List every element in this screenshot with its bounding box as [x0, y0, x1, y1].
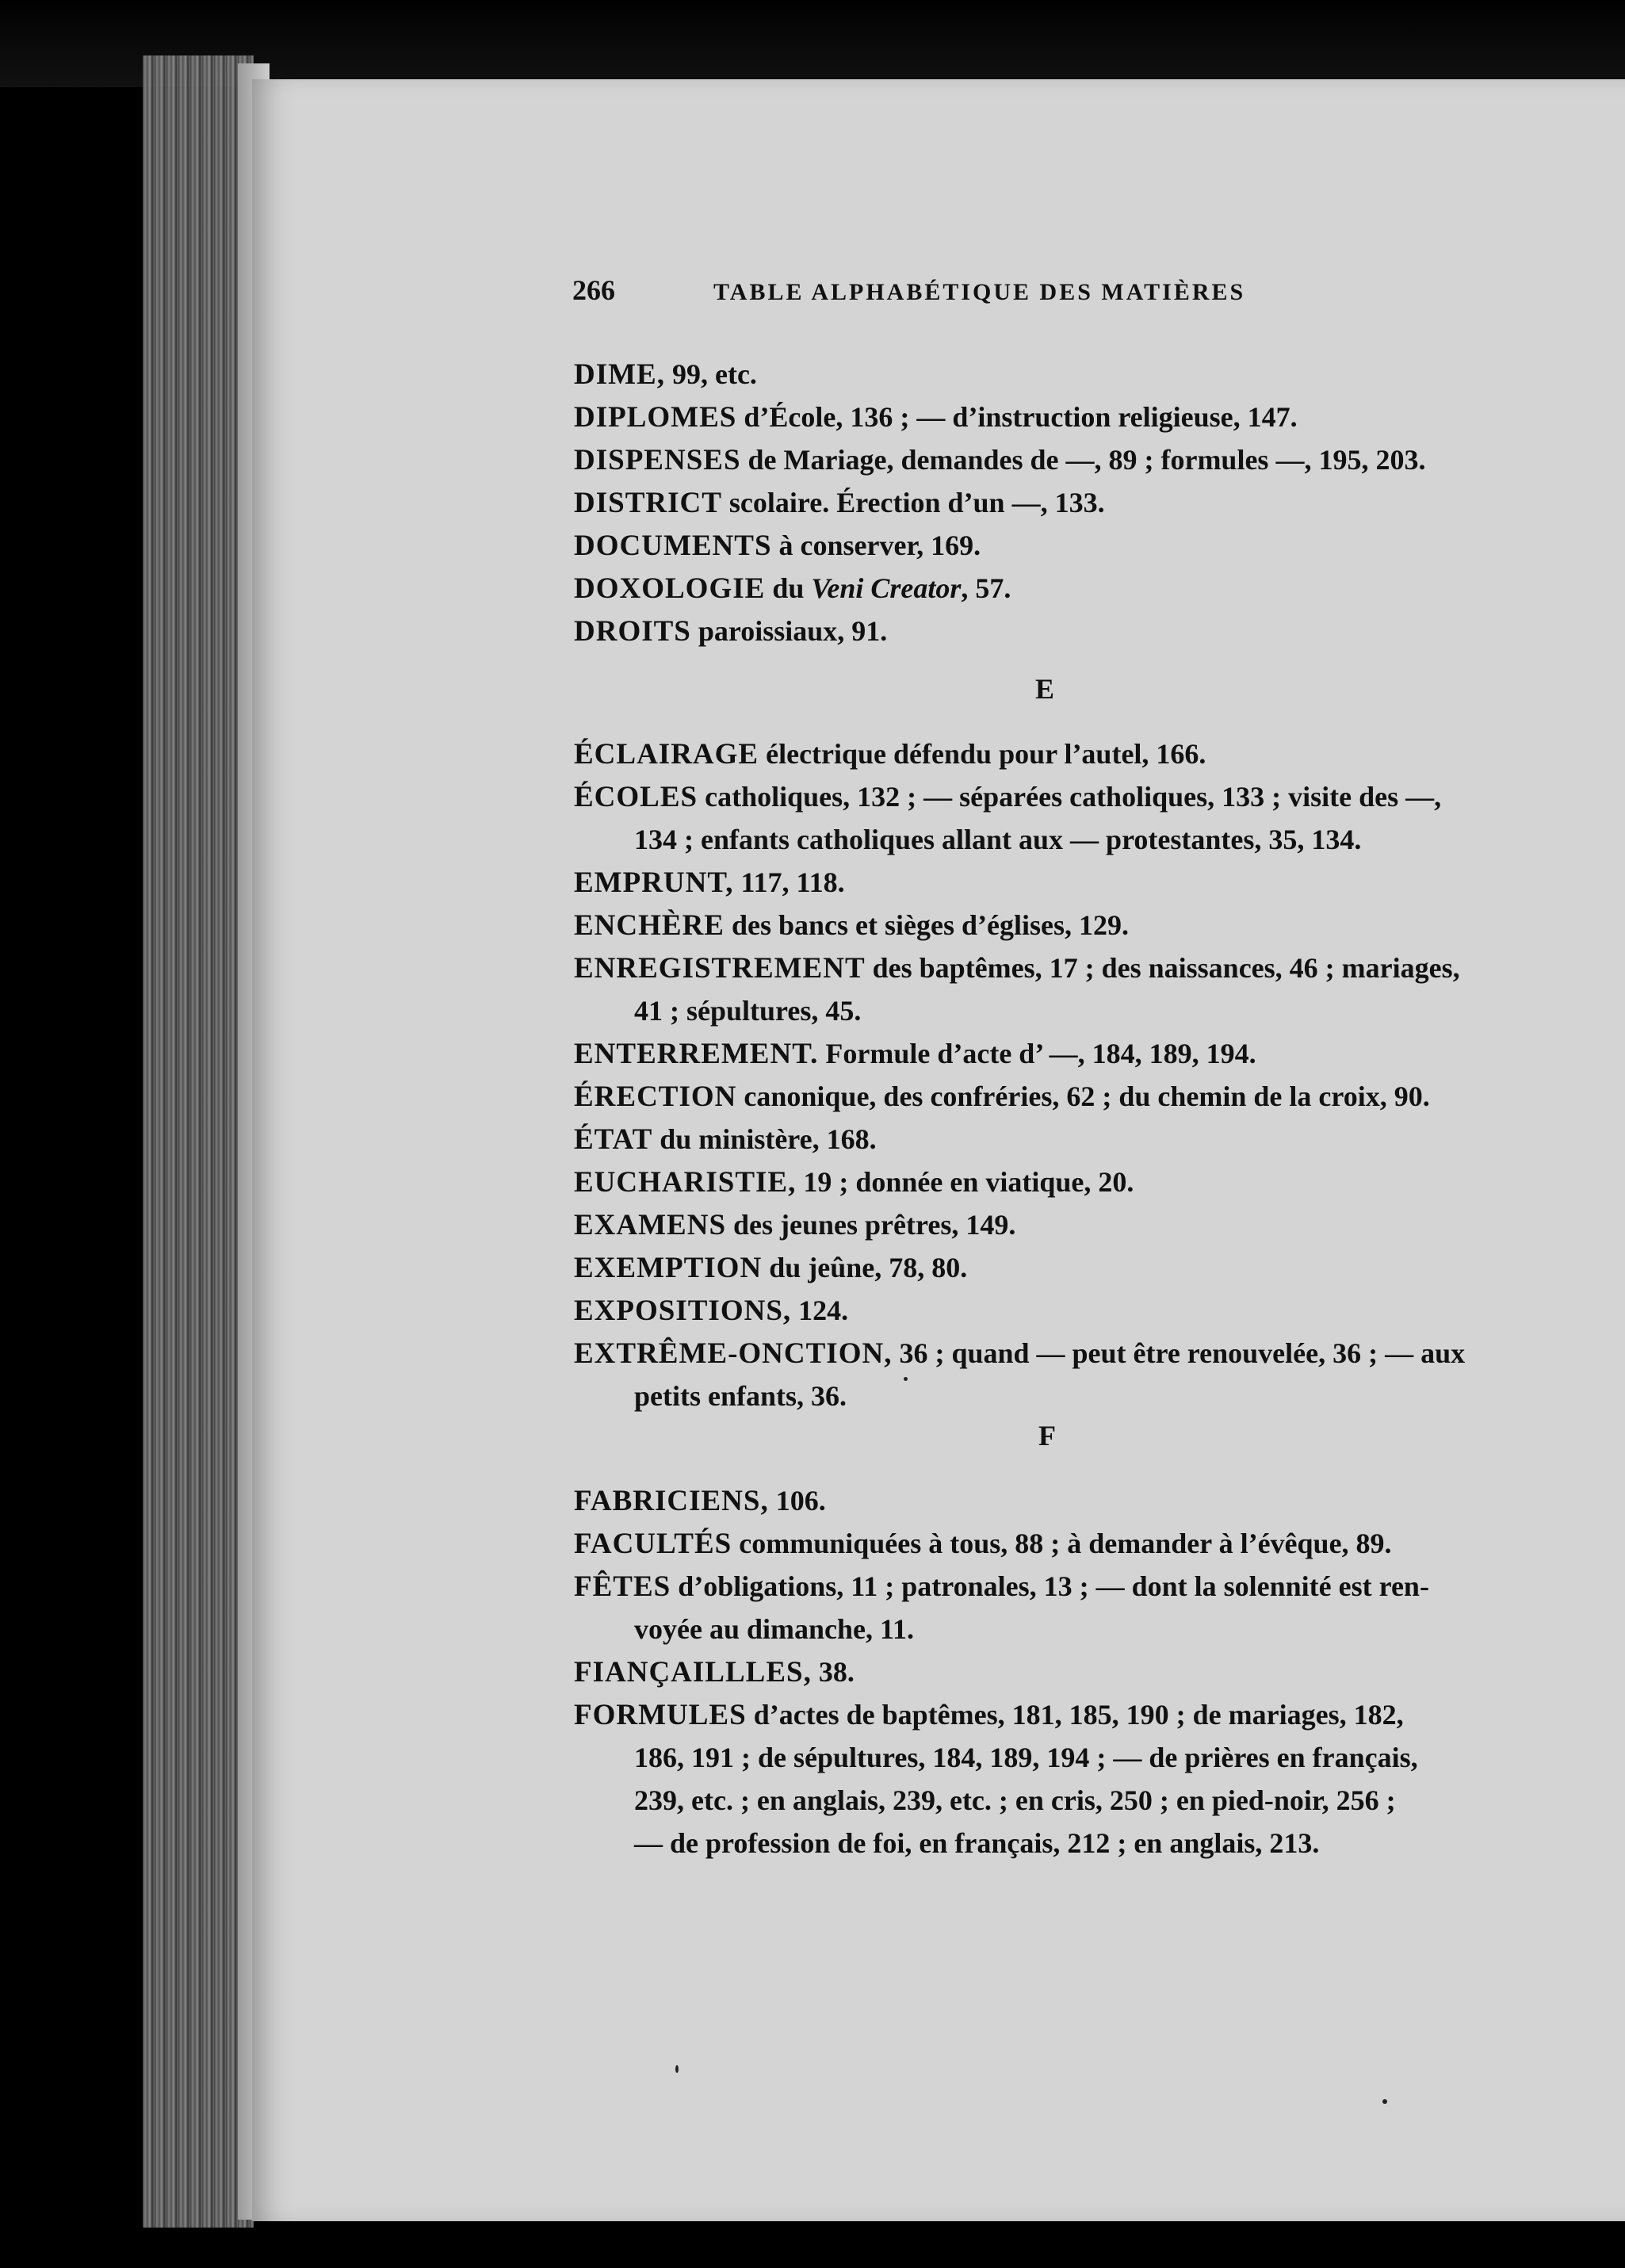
scan-speck: [904, 1377, 908, 1381]
page-title: TABLE ALPHABÉTIQUE DES MATIÈRES: [713, 279, 1246, 305]
scan-speck: [1382, 2099, 1387, 2104]
index-entry: EMPRUNT, 117, 118.: [574, 866, 845, 899]
index-entry-continuation: petits enfants, 36.: [634, 1380, 847, 1412]
index-entry: ENTERREMENT. Formule d’acte d’ —, 184, 189, 194.: [574, 1038, 1256, 1070]
index-entry-continuation: — de profession de foi, en français, 212 ; en anglais, 213.: [634, 1827, 1320, 1859]
index-entry: EXPOSITIONS, 124.: [574, 1295, 849, 1327]
index-entry: ENREGISTREMENT des baptêmes, 17 ; des naissances, 46 ; mariages,: [574, 952, 1460, 985]
index-entry: DISTRICT scolaire. Érection d’un —, 133.: [574, 487, 1105, 519]
index-entry-continuation: 41 ; sépultures, 45.: [634, 995, 862, 1027]
section-letter-f: F: [1038, 1420, 1056, 1451]
index-entry-continuation: 239, etc. ; en anglais, 239, etc. ; en cris, 250 ; en pied-noir, 256 ;: [634, 1784, 1396, 1816]
index-entry: FIANÇAILLLES, 38.: [574, 1656, 855, 1689]
index-entry: DIPLOMES d’École, 136 ; — d’instruction religieuse, 147.: [574, 401, 1298, 434]
index-entry: ÉTAT du ministère, 168.: [574, 1123, 877, 1156]
page-header: [572, 273, 1245, 307]
index-entry: EXTRÊME-ONCTION, 36 ; quand — peut être renouvelée, 36 ; — aux: [574, 1337, 1466, 1370]
index-entry: DIME, 99, etc.: [574, 358, 757, 391]
index-entry: EXAMENS des jeunes prêtres, 149.: [574, 1209, 1016, 1241]
index-entry: FÊTES d’obligations, 11 ; patronales, 13 ; — dont la solennité est ren-: [574, 1570, 1429, 1603]
index-entry: DOCUMENTS à conserver, 169.: [574, 530, 981, 562]
index-entry-continuation: voyée au dimanche, 11.: [634, 1613, 915, 1645]
index-entry: DISPENSES de Mariage, demandes de —, 89 ; formules —, 195, 203.: [574, 444, 1426, 476]
index-entry-continuation: 186, 191 ; de sépultures, 184, 189, 194 ; — de prières en français,: [634, 1742, 1418, 1773]
book-page-edges: [143, 55, 254, 2228]
page-number: 266: [572, 274, 615, 306]
section-letter-e: E: [1035, 673, 1055, 705]
index-entry: ENCHÈRE des bancs et sièges d’églises, 129.: [574, 909, 1129, 942]
index-entry: ÉCOLES catholiques, 132 ; — séparées catholiques, 133 ; visite des —,: [574, 781, 1442, 813]
index-entry: FORMULES d’actes de baptêmes, 181, 185, 190 ; de mariages, 182,: [574, 1699, 1404, 1731]
index-entry: DROITS paroissiaux, 91.: [574, 615, 888, 648]
index-entry: EUCHARISTIE, 19 ; donnée en viatique, 20.: [574, 1166, 1134, 1199]
scan-speck: [675, 2065, 679, 2073]
index-entry: FACULTÉS communiquées à tous, 88 ; à demander à l’évêque, 89.: [574, 1528, 1392, 1560]
index-entry: ÉRECTION canonique, des confréries, 62 ; du chemin de la croix, 90.: [574, 1080, 1430, 1113]
index-entry-continuation: 134 ; enfants catholiques allant aux — protestantes, 35, 134.: [634, 824, 1362, 855]
index-entry: DOXOLOGIE du Veni Creator, 57.: [574, 572, 1011, 605]
index-entry: FABRICIENS, 106.: [574, 1485, 826, 1517]
index-entry: EXEMPTION du jeûne, 78, 80.: [574, 1252, 968, 1284]
index-entry: ÉCLAIRAGE électrique défendu pour l’autel, 166.: [574, 738, 1206, 771]
